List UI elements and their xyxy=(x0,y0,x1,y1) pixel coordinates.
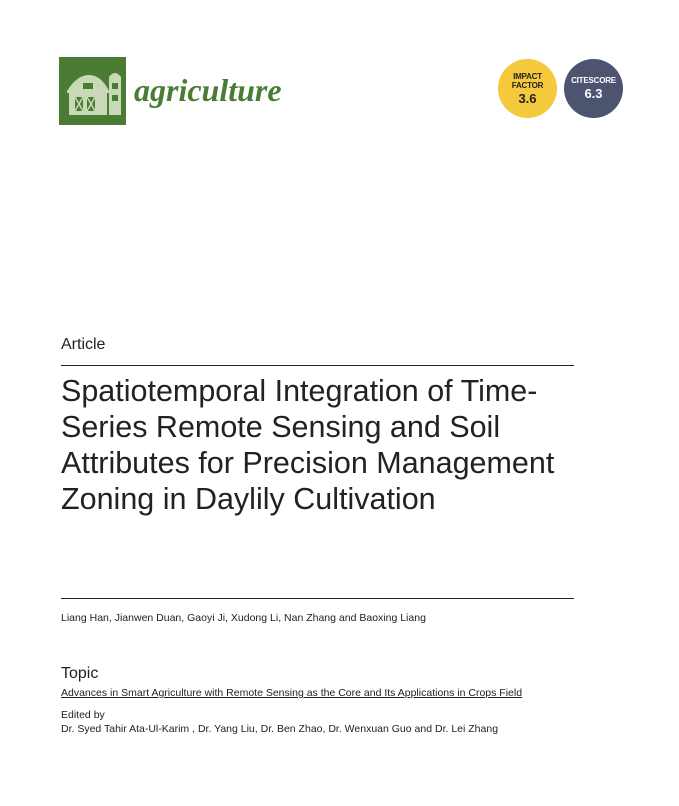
editor-conjunction: and xyxy=(414,723,433,735)
editor-name[interactable]: Dr. Yang Liu xyxy=(197,723,255,735)
citescore-value: 6.3 xyxy=(584,86,603,101)
topic-heading: Topic xyxy=(61,665,99,682)
editor-name[interactable]: Dr. Wenxuan Guo xyxy=(328,723,412,735)
author-name[interactable]: Jianwen Duan xyxy=(114,612,182,624)
impact-factor-label-2: FACTOR xyxy=(511,80,544,90)
citescore-badge[interactable] xyxy=(564,59,623,118)
divider-bottom xyxy=(61,598,574,599)
author-list: Liang Han, Jianwen Duan, Gaoyi Ji, Xudong Li, Nan Zhang and Baoxing Liang xyxy=(61,612,426,624)
author-name[interactable]: Xudong Li xyxy=(230,612,279,624)
journal-name: agriculture xyxy=(134,72,282,108)
author-name[interactable]: Liang Han xyxy=(61,612,109,624)
article-title: Spatiotemporal Integration of Time-Series Remote Sensing and Soil Attributes for Precision Management Zoning in Daylily Cultivation xyxy=(61,374,555,516)
editor-name[interactable]: Dr. Lei Zhang xyxy=(435,723,499,735)
impact-factor-value: 3.6 xyxy=(518,90,537,106)
author-name[interactable]: Nan Zhang xyxy=(284,612,336,624)
divider-top xyxy=(61,365,574,366)
citescore-label: CITESCORE xyxy=(571,76,616,85)
impact-factor-label-1: IMPACT xyxy=(513,71,542,81)
article-type: Article xyxy=(61,336,106,353)
edited-by-label: Edited by xyxy=(61,709,105,721)
author-conjunction: and xyxy=(338,612,357,624)
barn-silo-icon xyxy=(59,57,126,125)
editor-name[interactable]: Dr. Ben Zhao xyxy=(260,723,323,735)
author-name[interactable]: Baoxing Liang xyxy=(359,612,426,624)
editor-list: Dr. Syed Tahir Ata-Ul-Karim , Dr. Yang Liu, Dr. Ben Zhao, Dr. Wenxuan Guo and Dr. Lei Zhang xyxy=(61,723,499,735)
journal-logo xyxy=(59,57,126,125)
editor-name[interactable]: Dr. Syed Tahir Ata-Ul-Karim xyxy=(61,723,190,735)
author-name[interactable]: Gaoyi Ji xyxy=(187,612,226,624)
topic-link[interactable]: Advances in Smart Agriculture with Remote Sensing as the Core and Its Applications in Crops Field xyxy=(61,687,523,699)
impact-factor-badge[interactable] xyxy=(498,59,557,118)
